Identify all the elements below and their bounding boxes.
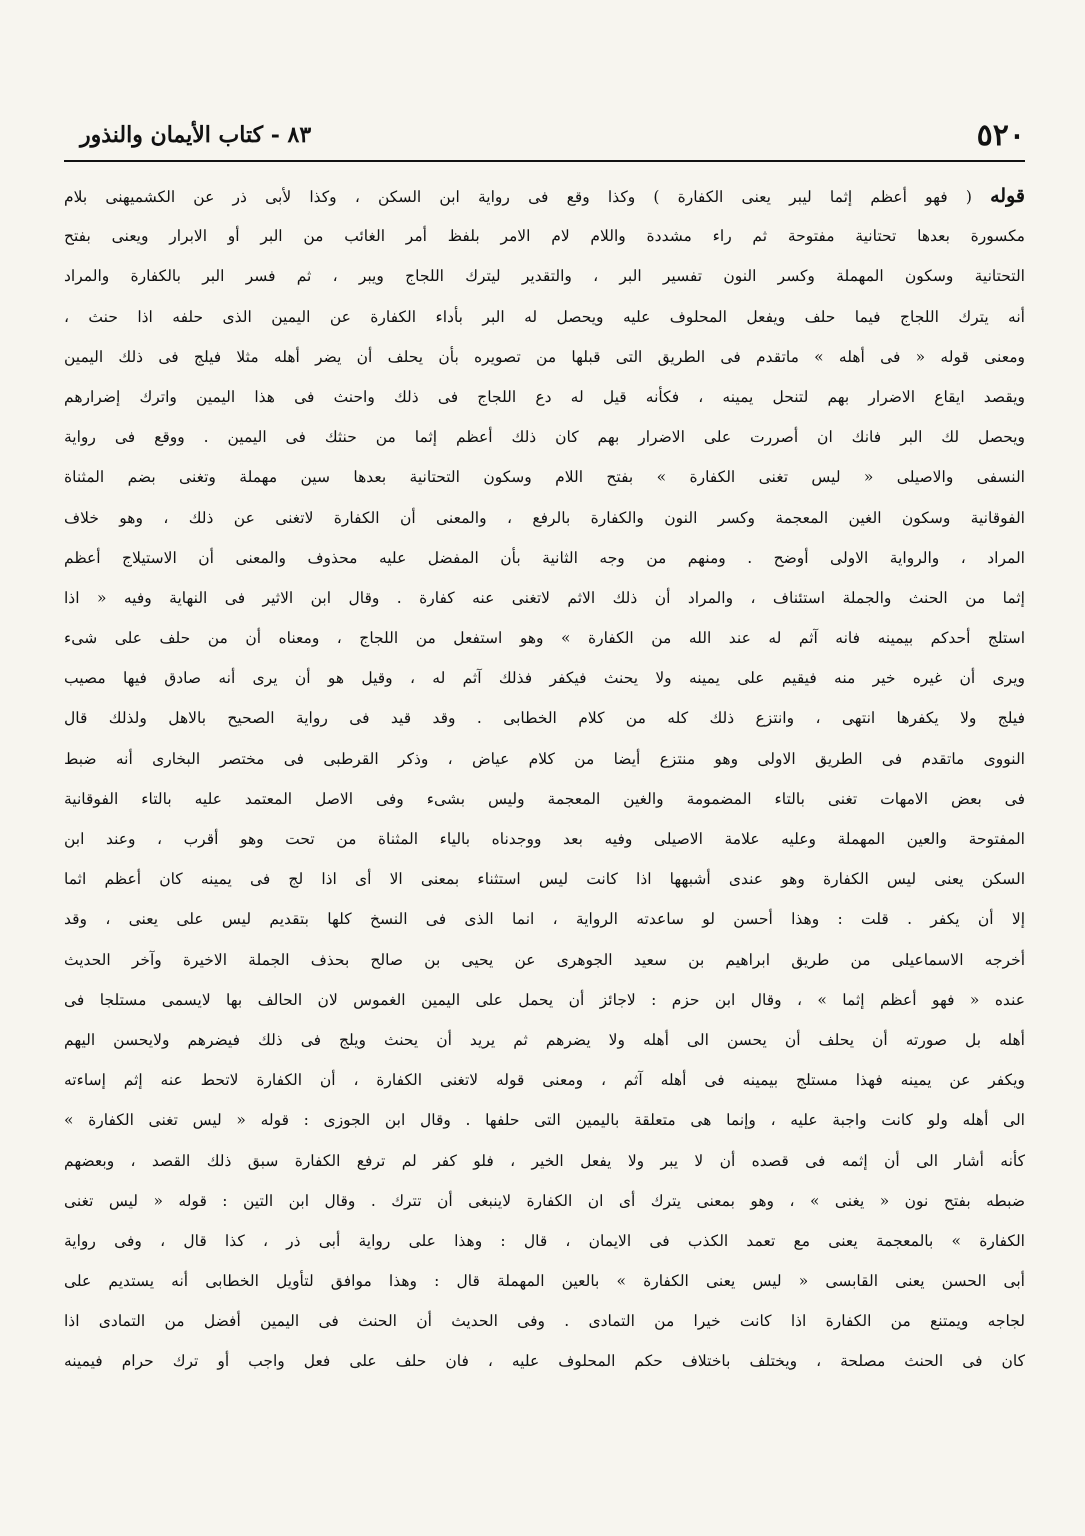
text-line: ويقصد ايقاع الاضرار بهم لتنحل يمينه ، فكأنه قيل له دع اللجاج فى ذلك واحنث فى هذا اليمين واترك إضرارهم	[64, 387, 1025, 406]
text-line: التحتانية وسكون المهملة وكسر النون تفسير البر ، والتقدير ليترك اللجاج ويبر ، ثم فسر البر بالكفارة والمراد	[64, 267, 1025, 286]
text-line: مكسورة بعدها تحتانية مفتوحة ثم راء مشددة واللام لام الامر بلفظ أمر الغائب من البر أو الابرار ويعنى بفتح	[64, 227, 1025, 246]
text-line: عنده « فهو أعظم إثما » ، وقال ابن حزم : لاجائز أن يحمل على اليمين الغموس لان الحالف بها لايسمى مستلجا فى	[64, 990, 1025, 1009]
text-line: لجاجه ويمتنع من الكفارة اذا كانت خيرا من التمادى . وفى الحديث أن الحنث فى اليمين أفضل من التمادى اذا	[64, 1312, 1025, 1331]
text-line: ويرى أن غيره خير منه فيقيم على يمينه ولا يحنث فيكفر فذلك آثم له ، وقيل هو أن يرى أنه صادق فيها مصيب	[64, 669, 1025, 688]
text-line: الى أهله ولو كانت واجبة عليه ، وإنما هى متعلقة باليمين التى حلفها . وقال ابن الجوزى : قوله « ليس تغنى الكفارة »	[64, 1111, 1025, 1130]
text-line: النووى ماتقدم فى الطريق الاولى وهو منتزع أيضا من كلام عياض ، وذكر القرطبى فى مختصر البخارى أنه ضبط	[64, 749, 1025, 768]
text-line: المراد ، والرواية الاولى أوضح . ومنهم من وجه الثانية بأن المفضل عليه محذوف والمعنى أن الاستيلاج أعظم	[64, 548, 1025, 567]
text-line: أبى الحسن يعنى القابسى « ليس يعنى الكفارة » بالعين المهملة قال : وهذا موافق لتأويل الخطابى أنه يستديم على	[64, 1272, 1025, 1291]
text-line: الفوقانية وسكون الغين المعجمة وكسر النون والكفارة بالرفع ، والمعنى أن الكفارة لاتغنى عن ذلك ، وهو خلاف	[64, 508, 1025, 527]
text-line: فى بعض الامهات تغنى بالتاء المضمومة والغين المعجمة وليس بشىء وفى الاصل المعتمد عليه بالتاء الفوقانية	[64, 789, 1025, 808]
text-line: إلا أن يكفر . قلت : وهذا أحسن لو ساعدته الرواية ، انما الذى فى النسخ كلها بتقديم ليس على يعنى ، وقد	[64, 910, 1025, 929]
page-number: ٥٢٠	[976, 118, 1025, 153]
text-line: ومعنى قوله « فى أهله » ماتقدم فى الطريق التى قبلها من تصويره بأن يحلف أن يضر أهله مثلا فيلج فى ذلك اليمين	[64, 347, 1025, 366]
page-header	[70, 118, 1025, 162]
text-line: الكفارة » بالمعجمة يعنى مع تعمد الكذب فى الايمان ، قال : وهذا على رواية أبى ذر ، كذا قال ، وفى رواية	[64, 1231, 1025, 1250]
text-line: كان فى الحنث مصلحة ، ويختلف باختلاف حكم المحلوف عليه ، فان حلف على فعل واجب أو ترك حرام فيمينه	[64, 1352, 1025, 1371]
text-line: كأنه أشار الى أن إثمه فى قصده أن لا يبر ولا يفعل الخير ، فلو كفر لم ترفع الكفارة سبق ذلك القصد ، وبعضهم	[64, 1151, 1025, 1170]
lead-word: قوله	[990, 185, 1025, 207]
line-text: ( فهو أعظم إثما ليبر يعنى الكفارة ) وكذا وقع فى رواية ابن السكن ، وكذا لأبى ذر عن الكشميهنى بلام	[64, 188, 972, 206]
body-text	[64, 176, 1025, 1382]
text-line: ويكفر عن يمينه فهذا مستلج بيمينه فى أهله آثم ، ومعنى قوله لاتغنى الكفارة ، أن الكفارة لاتحط عنه إثم إساءته	[64, 1071, 1025, 1090]
running-title: ٨٣ - كتاب الأيمان والنذور	[80, 122, 312, 148]
text-line: النسفى والاصيلى « ليس تغنى الكفارة » بفتح اللام وسكون التحتانية بعدها سين مهملة وتغنى بضم المثناة	[64, 468, 1025, 487]
text-line: أنه يترك اللجاج فيما حلف ويفعل المحلوف عليه ويحصل له البر بأداء الكفارة عن اليمين الذى حلفه اذا حنث ،	[64, 307, 1025, 326]
text-line: أخرجه الاسماعيلى من طريق ابراهيم بن سعيد الجوهرى عن يحيى بن صالح بحذف الجملة الاخيرة وآخر الحديث	[64, 950, 1025, 969]
text-line: أهله بل صورته أن يحلف أن يحسن الى أهله ولا يضرهم ثم يريد أن يحنث ويلج فى ذلك فيضرهم ولايحسن اليهم	[64, 1030, 1025, 1049]
text-line	[64, 176, 1025, 216]
text-line: السكن يعنى ليس الكفارة وهو عندى أشبهها اذا كانت ليس استثناء بمعنى الا أى اذا لج فى يمينه كان أعظم اثما	[64, 870, 1025, 889]
text-line: فيلج ولا يكفرها انتهى ، وانتزع ذلك كله من كلام الخطابى . وقد قيد فى رواية الصحيح بالاهل ولذلك قال	[64, 709, 1025, 728]
text-line: ويحصل لك البر فانك ان أصررت على الاضرار بهم كان ذلك أعظم إثما من حنثك فى اليمين . ووقع فى رواية	[64, 428, 1025, 447]
text-line: إثما من الحنث والجملة استئناف ، والمراد أن ذلك الاثم لاتغنى عنه كفارة . وقال ابن الاثير فى النهاية وفيه « اذا	[64, 588, 1025, 607]
text-line: المفتوحة والعين المهملة وعليه علامة الاصيلى وفيه بعد ووجدناه بالياء المثناة من تحت وهو أقرب ، وعند ابن	[64, 830, 1025, 848]
text-line: استلج أحدكم بيمينه فانه آثم له عند الله من الكفارة » وهو استفعل من اللجاج ، ومعناه أن من حلف على شىء	[64, 629, 1025, 648]
header-divider	[64, 160, 1025, 162]
text-line: ضبطه بفتح نون « يغنى » ، وهو بمعنى يترك أى ان الكفارة لاينبغى أن تترك . وقال ابن التين : قوله « ليس تغنى	[64, 1191, 1025, 1210]
